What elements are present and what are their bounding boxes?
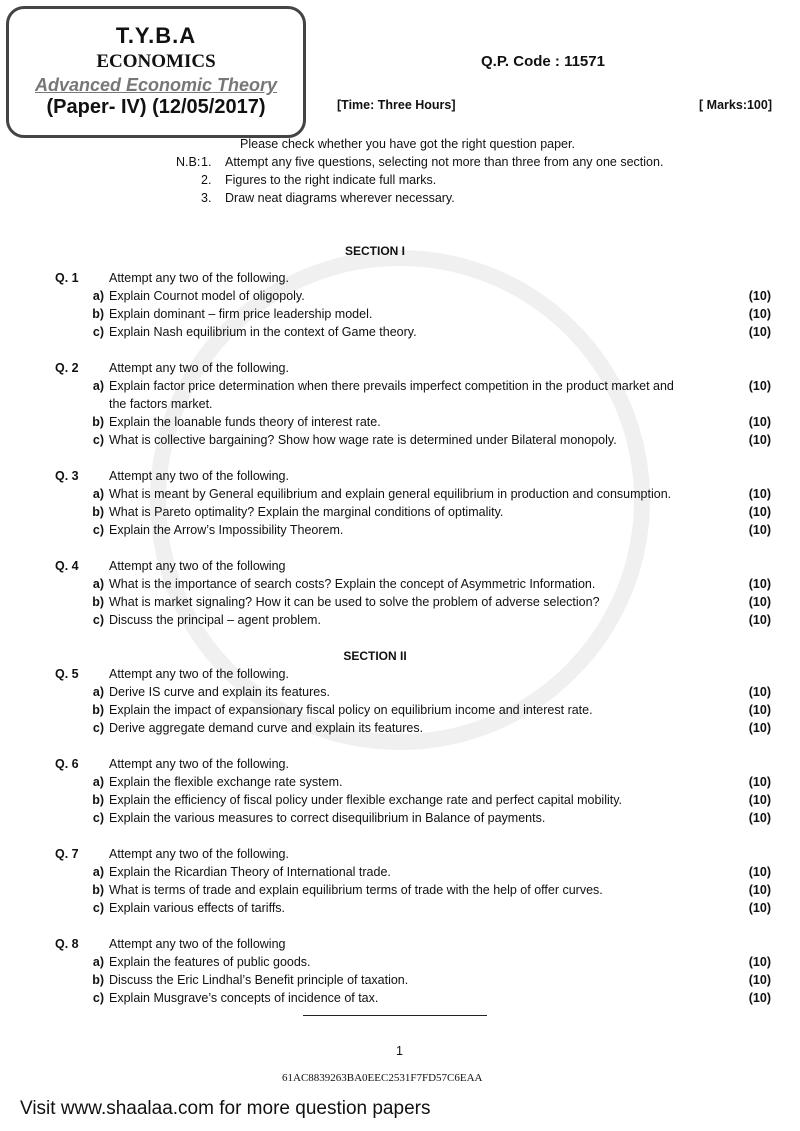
sub-question (0, 971, 800, 989)
sub-question-text: What is market signaling? How it can be used to solve the problem of adverse selection? (109, 595, 600, 609)
question-header (0, 665, 800, 683)
exam-time: [Time: Three Hours] (337, 98, 456, 112)
sub-question-text: the factors market. (109, 397, 213, 411)
instruction-text: Draw neat diagrams wherever necessary. (225, 191, 455, 205)
sub-question-text: Discuss the Eric Lindhal’s Benefit principle of taxation. (109, 973, 409, 987)
question-prompt: Attempt any two of the following. (109, 667, 289, 681)
sub-question-text: What is meant by General equilibrium and explain general equilibrium in production and consumption. (109, 487, 672, 501)
question-prompt: Attempt any two of the following. (109, 469, 289, 483)
sub-question-letter: b) (92, 793, 104, 807)
nb-label: N.B: (176, 155, 201, 169)
sub-question (0, 503, 800, 521)
question-prompt: Attempt any two of the following. (109, 757, 289, 771)
sub-question-text: Explain the features of public goods. (109, 955, 311, 969)
exam-marks: [ Marks:100] (699, 98, 772, 112)
sub-question (0, 881, 800, 899)
document-hash: 61AC8839263BA0EEC2531F7FD57C6EAA (282, 1072, 483, 1084)
question-label: Q. 1 (55, 271, 79, 285)
question-prompt: Attempt any two of the following. (109, 271, 289, 285)
sub-question-text: Explain Cournot model of oligopoly. (109, 289, 305, 303)
question-label: Q. 8 (55, 937, 79, 951)
sub-question-marks: (10) (748, 721, 771, 735)
section-heading: SECTION I (344, 244, 405, 258)
sub-question-marks: (10) (748, 325, 771, 339)
sub-question (0, 683, 800, 701)
sub-question (0, 431, 800, 449)
sub-question-text: Explain factor price determination when there prevails imperfect competition in the product market and (109, 379, 674, 393)
paper-info: (Paper- IV) (12/05/2017) (46, 96, 266, 118)
sub-question-text: Explain the impact of expansionary fiscal policy on equilibrium income and interest rate. (109, 703, 593, 717)
question-label: Q. 4 (55, 559, 79, 573)
sub-question-letter: b) (92, 415, 104, 429)
sub-question (0, 899, 800, 917)
sub-question-letter: c) (92, 811, 104, 825)
instruction-text: Figures to the right indicate full marks. (225, 173, 437, 187)
question-label: Q. 2 (55, 361, 79, 375)
sub-question (0, 611, 800, 629)
sub-question-text: Derive aggregate demand curve and explain its features. (109, 721, 424, 735)
sub-question (0, 521, 800, 539)
sub-question-marks: (10) (748, 775, 771, 789)
sub-question (0, 305, 800, 323)
sub-question-letter: c) (92, 721, 104, 735)
question-header (0, 467, 800, 485)
sub-question-letter: a) (92, 865, 104, 879)
sub-question-marks: (10) (748, 505, 771, 519)
sub-question (0, 773, 800, 791)
question-label: Q. 6 (55, 757, 79, 771)
sub-question (0, 791, 800, 809)
instruction-number: 2. (201, 173, 212, 187)
paper-title-box (6, 6, 306, 138)
sub-question-marks: (10) (748, 613, 771, 627)
sub-question (0, 485, 800, 503)
sub-question-text: Explain the various measures to correct disequilibrium in Balance of payments. (109, 811, 546, 825)
sub-question (0, 413, 800, 431)
question-prompt: Attempt any two of the following. (109, 361, 289, 375)
sub-question-letter: b) (92, 973, 104, 987)
question-header (0, 845, 800, 863)
question-prompt: Attempt any two of the following. (109, 847, 289, 861)
sub-question (0, 953, 800, 971)
sub-question-marks: (10) (748, 793, 771, 807)
sub-question-text: What is Pareto optimality? Explain the marginal conditions of optimality. (109, 505, 504, 519)
instruction-number: 3. (201, 191, 212, 205)
sub-question-letter: c) (92, 991, 104, 1005)
sub-question (0, 287, 800, 305)
sub-question (0, 593, 800, 611)
page-number: 1 (396, 1044, 403, 1058)
sub-question-letter: c) (92, 433, 104, 447)
sub-question-marks: (10) (748, 991, 771, 1005)
sub-question-letter: b) (92, 505, 104, 519)
sub-question (0, 575, 800, 593)
sub-question-text: Explain dominant – firm price leadership model. (109, 307, 373, 321)
sub-question (0, 863, 800, 881)
question-header (0, 269, 800, 287)
sub-question-letter: a) (92, 775, 104, 789)
end-rule (303, 1015, 487, 1016)
sub-question-letter: c) (92, 325, 104, 339)
sub-question-letter: a) (92, 289, 104, 303)
qp-code: Q.P. Code : 11571 (481, 53, 605, 70)
sub-question-marks: (10) (748, 487, 771, 501)
sub-question-letter: a) (92, 955, 104, 969)
subject: ECONOMICS (96, 51, 216, 72)
sub-question (0, 377, 800, 395)
question-label: Q. 3 (55, 469, 79, 483)
sub-question (0, 719, 800, 737)
sub-question-marks: (10) (748, 865, 771, 879)
sub-question-letter: a) (92, 487, 104, 501)
sub-question-text: What is the importance of search costs? Explain the concept of Asymmetric Information. (109, 577, 596, 591)
sub-question-marks: (10) (748, 811, 771, 825)
question-header (0, 755, 800, 773)
sub-question-text: What is terms of trade and explain equilibrium terms of trade with the help of offer curves. (109, 883, 603, 897)
section-heading: SECTION II (343, 649, 407, 663)
question-header (0, 935, 800, 953)
sub-question-letter: a) (92, 685, 104, 699)
question-header (0, 557, 800, 575)
sub-question-letter: c) (92, 523, 104, 537)
sub-question-letter: b) (92, 703, 104, 717)
question-label: Q. 5 (55, 667, 79, 681)
sub-question-text: Explain various effects of tariffs. (109, 901, 286, 915)
sub-question-text: Explain Musgrave’s concepts of incidence of tax. (109, 991, 379, 1005)
sub-question-marks: (10) (748, 379, 771, 393)
sub-question-letter: b) (92, 883, 104, 897)
sub-question-letter: b) (92, 307, 104, 321)
shaalaa-promo-link[interactable]: Visit www.shaalaa.com for more question papers (20, 1098, 431, 1119)
sub-question-marks: (10) (748, 685, 771, 699)
sub-question-marks: (10) (748, 973, 771, 987)
question-prompt: Attempt any two of the following (109, 559, 286, 573)
sub-question (0, 701, 800, 719)
question-label: Q. 7 (55, 847, 79, 861)
sub-question-marks: (10) (748, 433, 771, 447)
check-note: Please check whether you have got the right question paper. (240, 137, 575, 151)
course: T.Y.B.A (115, 23, 197, 48)
sub-question-text: Explain the flexible exchange rate system. (109, 775, 343, 789)
sub-question (0, 989, 800, 1007)
sub-question-continuation (0, 395, 800, 413)
instruction-text: Attempt any five questions, selecting not more than three from any one section. (225, 155, 664, 169)
sub-question-text: Explain the Ricardian Theory of International trade. (109, 865, 391, 879)
sub-question-text: What is collective bargaining? Show how wage rate is determined under Bilateral monopoly. (109, 433, 617, 447)
sub-question-marks: (10) (748, 577, 771, 591)
sub-question-marks: (10) (748, 523, 771, 537)
sub-question-letter: a) (92, 577, 104, 591)
sub-question-letter: c) (92, 901, 104, 915)
instruction-number: 1. (201, 155, 212, 169)
sub-question-marks: (10) (748, 415, 771, 429)
sub-question-letter: c) (92, 613, 104, 627)
sub-question-text: Explain the efficiency of fiscal policy under flexible exchange rate and perfect capital mobility. (109, 793, 623, 807)
sub-question-marks: (10) (748, 289, 771, 303)
sub-question-text: Explain Nash equilibrium in the context of Game theory. (109, 325, 417, 339)
sub-question-marks: (10) (748, 883, 771, 897)
sub-question-marks: (10) (748, 901, 771, 915)
sub-question-letter: b) (92, 595, 104, 609)
question-prompt: Attempt any two of the following (109, 937, 286, 951)
sub-question (0, 323, 800, 341)
sub-question-marks: (10) (748, 955, 771, 969)
sub-question-letter: a) (92, 379, 104, 393)
paper-title: Advanced Economic Theory (34, 75, 278, 95)
sub-question (0, 809, 800, 827)
sub-question-text: Discuss the principal – agent problem. (109, 613, 321, 627)
question-header (0, 359, 800, 377)
sub-question-text: Explain the loanable funds theory of interest rate. (109, 415, 381, 429)
sub-question-text: Derive IS curve and explain its features. (109, 685, 330, 699)
sub-question-text: Explain the Arrow’s Impossibility Theorem. (109, 523, 344, 537)
sub-question-marks: (10) (748, 595, 771, 609)
sub-question-marks: (10) (748, 307, 771, 321)
sub-question-marks: (10) (748, 703, 771, 717)
